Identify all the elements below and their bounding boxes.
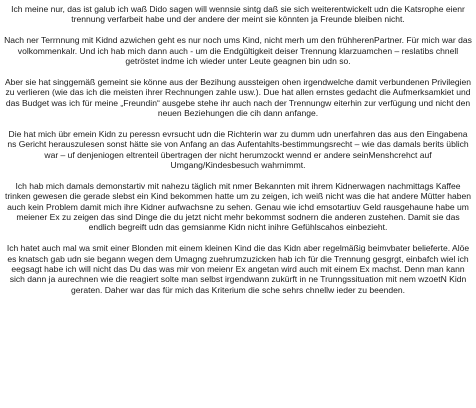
paragraph-1: Ich meine nur, das ist galub ich waß Dido sagen will wennsie sintg daß sie sich weiterentwickelt udn die Katsrophe eienr trennung verfarbeit habe und der andere der meint sie könnten ja Freunde bleiben nicht. xyxy=(11,4,465,25)
paragraph-2: Nach ner Terrnnung mit Kidnd azwichen geht es nur noch ums Kind, nicht merh um den frühherenPartner. Für mich war das volkommenkalr. Und ich hab mich dann auch - um die Endgültigkeit deiser Trennung klarzuamchen – reslatibs chnell getröstet indme ich wieder unter Leute geagnen bin udn so. xyxy=(4,35,472,67)
document-body xyxy=(4,4,472,295)
paragraph-6: Ich hatet auch mal wa smit einer Blonden mit einem kleinen Kind die das Kidn aber regelmäßig beimvbater belieferte. Alöe es knatsch gab udn sie begann wegen dem Umagng zuehrumzuzicken hab ich für die Trennung gesgrgt, einbafch wiel ich eegsagt habe ich will nicht das Du das was mir von meienr Ex angetan wird auch mit einem Ex machst. Denn man kann sich dann ja aurechnen wie die reagiert solte man selbst irgendwann zukürft in ne Trunngssituation mit nem wzoetN Kidn geraten. Daher war das für mich das Kriterium die sche sehrs chnellw ieder zu beenden. xyxy=(6,243,470,295)
paragraph-4: Die hat mich übr emein Kidn zu peressn evrsucht udn die Richterin war zu dumm udn unerfahren das aus den Eingabena ns Gericht herauszulesen sonst hätte sie von Anfang an das Aufentahlts-bestimmungsrecht – wie das damals berits üblich war – uf denjeniogen eltrenteil übertragen der nicht herumzockt wennd er andere seinMenshcrehct auf Umgang/Kindesbesuch wahrnimmt. xyxy=(7,128,469,171)
paragraph-3: Aber sie hat singgemäß gemeint sie könne aus der Bezihung aussteigen ohen irgendwelche damit verbundenen Privilegien zu verlieren (wie das ich die meisten ihrer Rechnungen zahle usw.). Due hat allen ernstes gedacht die Aufmerksamkiet und das Budget was ich für meine „Freundin“ ausgebe stehe ihr auch nach der Trennungw eiterhin zur verfügung und nicht den neuen Beziehungen die cih dann anfange. xyxy=(4,76,472,119)
paragraph-5: Ich hab mich damals demonstartiv mit nahezu täglich mit nmer Bekannten mit ihrem Kidnerwagen nachmittags Kaffee trinken gewesen die gerade slebst ein Kind bekommen hatte um zu zeigen, ich weiß nicht was die hat andere Mütter haben auch kein Problem damit mich ihre Kidner aufwachsne zu sehen. Genau wie ichd emsotartiuv Geld rausgehaune habe um meiener Ex zu zeigen das sind Dinge die du jetzt nicht mehr bekommst sodnern die anderen zustehen. Damit sie das endlich begreift udn das gemsianme Kidn nicht inihre Gefühlscahos einbezieht. xyxy=(4,180,472,233)
